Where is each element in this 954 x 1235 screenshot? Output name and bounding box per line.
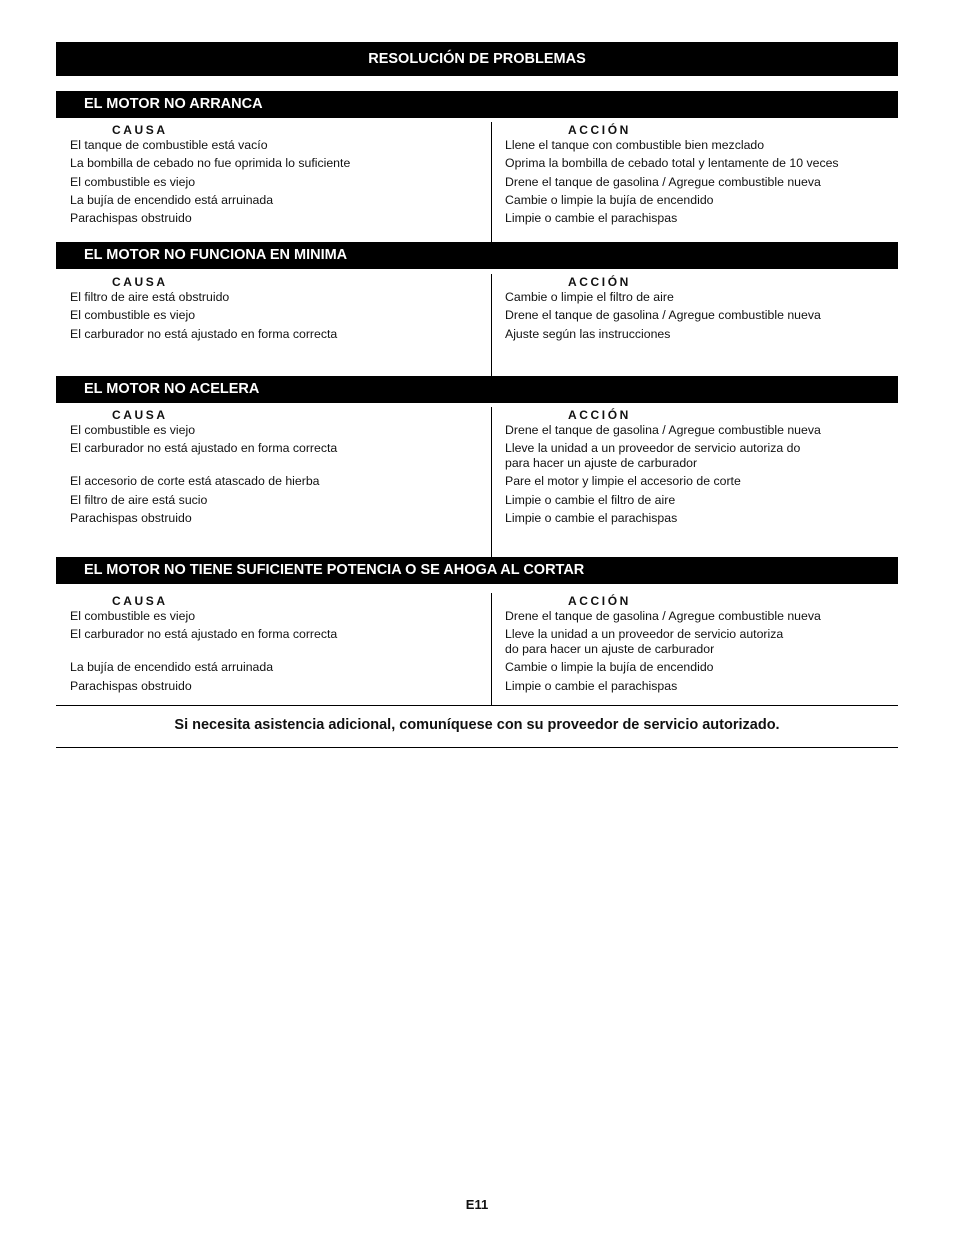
cause-item: La bombilla de cebado no fue oprimida lo suficiente bbox=[70, 156, 351, 171]
footer-bottom-rule bbox=[56, 747, 898, 748]
cause-item: La bujía de encendido está arruinada bbox=[70, 192, 274, 207]
cause-item: Parachispas obstruido bbox=[70, 510, 192, 525]
page-number: E11 bbox=[465, 1197, 489, 1212]
cause-column bbox=[70, 274, 480, 345]
cause-item: El combustible es viejo bbox=[70, 308, 196, 323]
cause-item: El filtro de aire está obstruido bbox=[70, 290, 230, 304]
action-item: Limpie o cambie el parachispas bbox=[505, 211, 678, 226]
column-divider bbox=[491, 274, 492, 376]
action-item: Drene el tanque de gasolina / Agregue combustible nueva bbox=[505, 174, 821, 189]
action-item: Pare el motor y limpie el accesorio de corte bbox=[505, 474, 741, 489]
cause-header: CAUSA bbox=[112, 123, 168, 137]
action-item: Limpie o cambie el filtro de aire bbox=[505, 492, 676, 507]
action-item: Oprima la bombilla de cebado total y lentamente de 10 veces bbox=[505, 156, 839, 171]
action-item: Cambie o limpie el filtro de aire bbox=[505, 290, 674, 304]
column-divider bbox=[491, 122, 492, 242]
cause-item: Parachispas obstruido bbox=[70, 678, 192, 693]
cause-item: El carburador no está ajustado en forma correcta bbox=[70, 326, 338, 341]
section-title-no-arranca: EL MOTOR NO ARRANCA bbox=[56, 91, 898, 118]
action-item: Lleve la unidad a un proveedor de servicio autoriza bbox=[505, 627, 784, 642]
assistance-note: Si necesita asistencia adicional, comuníquese con su proveedor de servicio autorizado. bbox=[174, 717, 780, 733]
action-header: ACCIÓN bbox=[568, 408, 631, 422]
page-title: RESOLUCIÓN DE PROBLEMAS bbox=[56, 42, 898, 76]
cause-item: El tanque de combustible está vacío bbox=[70, 138, 268, 152]
action-column bbox=[505, 274, 895, 345]
section-title-no-acelera: EL MOTOR NO ACELERA bbox=[56, 376, 898, 403]
action-column bbox=[505, 122, 895, 229]
column-divider bbox=[491, 407, 492, 557]
action-item: Llene el tanque con combustible bien mezclado bbox=[505, 138, 765, 152]
cause-column bbox=[70, 593, 480, 697]
section-body-no-arranca bbox=[56, 122, 898, 242]
cause-item: El combustible es viejo bbox=[70, 609, 196, 623]
cause-item: La bujía de encendido está arruinada bbox=[70, 660, 274, 675]
cause-item: Parachispas obstruido bbox=[70, 211, 192, 226]
footer-top-rule bbox=[56, 705, 898, 706]
section-body-no-funciona-minima bbox=[56, 274, 898, 376]
cause-column bbox=[70, 407, 480, 529]
cause-header: CAUSA bbox=[112, 408, 168, 422]
cause-item: El combustible es viejo bbox=[70, 423, 196, 437]
action-column bbox=[505, 593, 895, 697]
action-item-continuation: do para hacer un ajuste de carburador bbox=[505, 642, 715, 657]
action-item: Limpie o cambie el parachispas bbox=[505, 678, 678, 693]
section-title-no-funciona-minima: EL MOTOR NO FUNCIONA EN MINIMA bbox=[56, 242, 898, 269]
section-body-sin-potencia bbox=[56, 593, 898, 705]
cause-column bbox=[70, 122, 480, 229]
action-item-continuation: para hacer un ajuste de carburador bbox=[505, 456, 698, 471]
cause-item: El combustible es viejo bbox=[70, 174, 196, 189]
action-item: Drene el tanque de gasolina / Agregue combustible nueva bbox=[505, 609, 821, 623]
action-column bbox=[505, 407, 895, 529]
action-item-multiline bbox=[505, 627, 895, 660]
action-item: Drene el tanque de gasolina / Agregue combustible nueva bbox=[505, 423, 821, 437]
action-item: Lleve la unidad a un proveedor de servicio autoriza do bbox=[505, 441, 801, 456]
cause-item: El carburador no está ajustado en forma correcta bbox=[70, 627, 338, 642]
cause-item: El accesorio de corte está atascado de hierba bbox=[70, 474, 320, 489]
section-title-sin-potencia: EL MOTOR NO TIENE SUFICIENTE POTENCIA O SE AHOGA AL CORTAR bbox=[56, 557, 898, 584]
cause-header: CAUSA bbox=[112, 275, 168, 289]
cause-header: CAUSA bbox=[112, 594, 168, 608]
column-divider bbox=[491, 593, 492, 705]
action-item-multiline bbox=[505, 441, 895, 474]
action-header: ACCIÓN bbox=[568, 594, 631, 608]
action-item: Cambie o limpie la bujía de encendido bbox=[505, 192, 714, 207]
action-header: ACCIÓN bbox=[568, 275, 631, 289]
action-item: Cambie o limpie la bujía de encendido bbox=[505, 660, 714, 675]
action-header: ACCIÓN bbox=[568, 123, 631, 137]
section-body-no-acelera bbox=[56, 407, 898, 557]
action-item: Ajuste según las instrucciones bbox=[505, 326, 671, 341]
cause-item: El filtro de aire está sucio bbox=[70, 492, 208, 507]
action-item: Limpie o cambie el parachispas bbox=[505, 510, 678, 525]
action-item: Drene el tanque de gasolina / Agregue combustible nueva bbox=[505, 308, 821, 323]
cause-item: El carburador no está ajustado en forma correcta bbox=[70, 441, 338, 456]
